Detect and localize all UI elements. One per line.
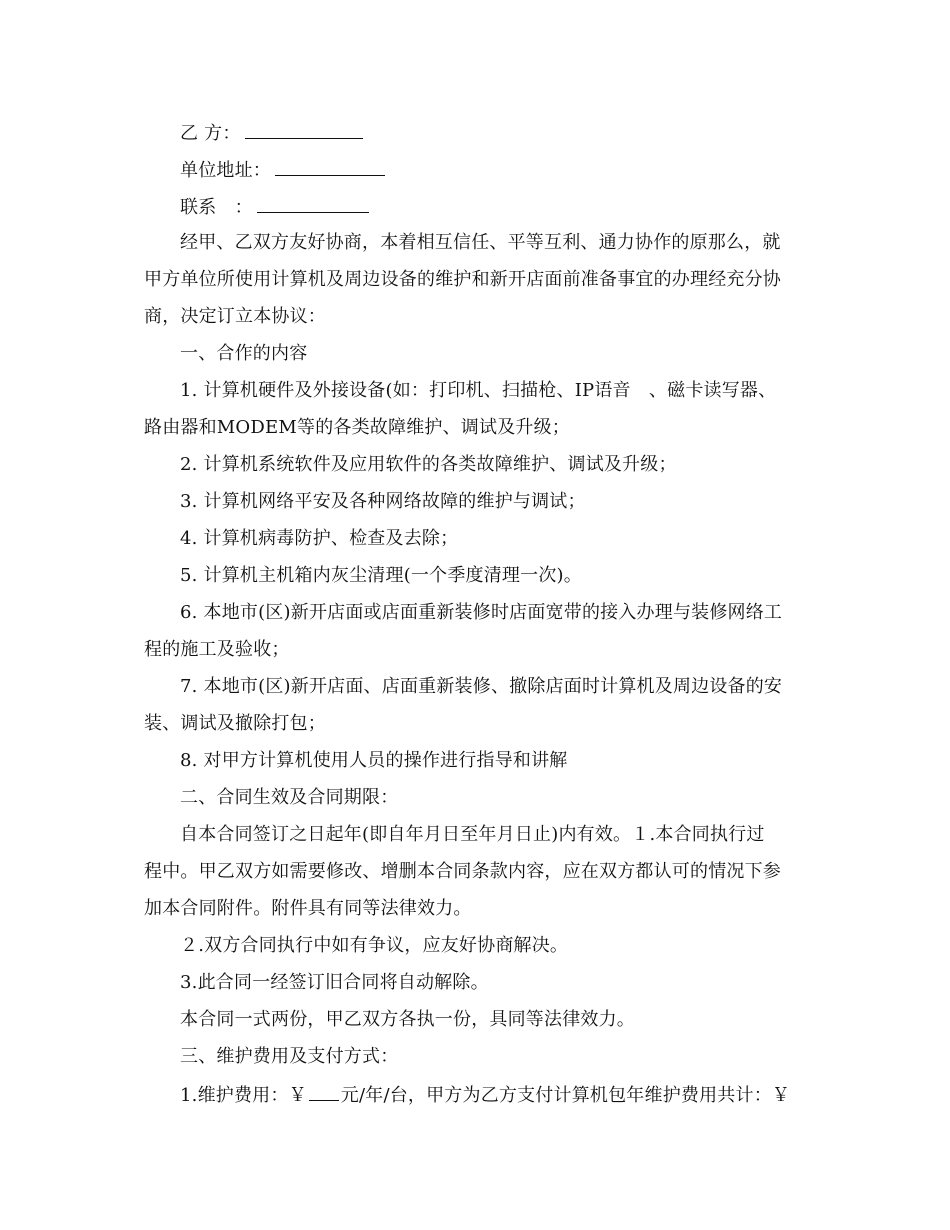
address-line [180,157,385,183]
s1-item3: 3. 计算机网络平安及各种网络故障的维护与调试； [180,491,586,512]
section1-heading: 一、合作的内容 [180,343,308,364]
section3-heading: 三、维护费用及支付方式： [180,1046,399,1067]
s1-item7-line1: 7. 本地市(区)新开店面、店面重新装修、撤除店面时计算机及周边设备的安 [180,676,783,697]
s1-item7-line2: 装、调试及撤除打包； [144,713,326,734]
intro-line-3: 商，决定订立本协议： [144,306,326,327]
s1-item1-line2: 路由器和MODEM等的各类故障维护、调试及升级； [144,417,570,438]
s1-item6-line2: 程的施工及验收； [144,639,290,660]
s2-item3: 3.此合同一经签订旧合同将自动解除。 [180,972,489,993]
intro-line-2: 甲方单位所使用计算机及周边设备的维护和新开店面前准备事宜的办理经充分协 [144,269,781,290]
contact-blank [257,194,369,213]
party-b-blank [245,120,363,139]
address-blank [275,157,385,176]
contact-label: 联系 ： [180,197,253,218]
s1-item2: 2. 计算机系统软件及应用软件的各类故障维护、调试及升级； [180,454,677,475]
s1-item5: 5. 计算机主机箱内灰尘清理(一个季度清理一次)。 [180,565,582,586]
fee-blank [309,1082,339,1101]
s1-item6-line1: 6. 本地市(区)新开店面或店面重新装修时店面宽带的接入办理与装修网络工 [180,602,783,623]
party-b-line [180,120,363,146]
s1-item8: 8. 对甲方计算机使用人员的操作进行指导和讲解 [180,750,568,771]
party-b-label: 乙 方： [180,123,241,144]
address-label: 单位地址： [180,160,271,181]
s2-copies: 本合同一式两份，甲乙双方各执一份，具同等法律效力。 [180,1009,635,1030]
s1-item1-line1: 1. 计算机硬件及外接设备(如：打印机、扫描枪、IP语音 、磁卡读写器、 [180,380,777,401]
s2-para-line2: 程中。甲乙双方如需要修改、增删本合同条款内容，应在双方都认可的情况下参 [144,861,781,882]
contact-line [180,194,369,220]
s2-item2: ２.双方合同执行中如有争议，应友好协商解决。 [180,935,569,956]
intro-line-1: 经甲、乙双方友好协商，本着相互信任、平等互利、通力协作的原那么，就 [180,232,781,253]
section2-heading: 二、合同生效及合同期限： [180,787,399,808]
s3-item1 [180,1082,790,1108]
s2-para-line3: 加本合同附件。附件具有同等法律效力。 [144,898,472,919]
s1-item4: 4. 计算机病毒防护、检查及去除； [180,528,459,549]
s3-item1-prefix: 1.维护费用：￥ [180,1085,307,1106]
s3-item1-suffix: 元/年/台，甲方为乙方支付计算机包年维护费用共计：￥ [340,1085,791,1106]
s2-para-line1: 自本合同签订之日起年(即自年月日至年月日止)内有效。１.本合同执行过 [180,824,765,845]
